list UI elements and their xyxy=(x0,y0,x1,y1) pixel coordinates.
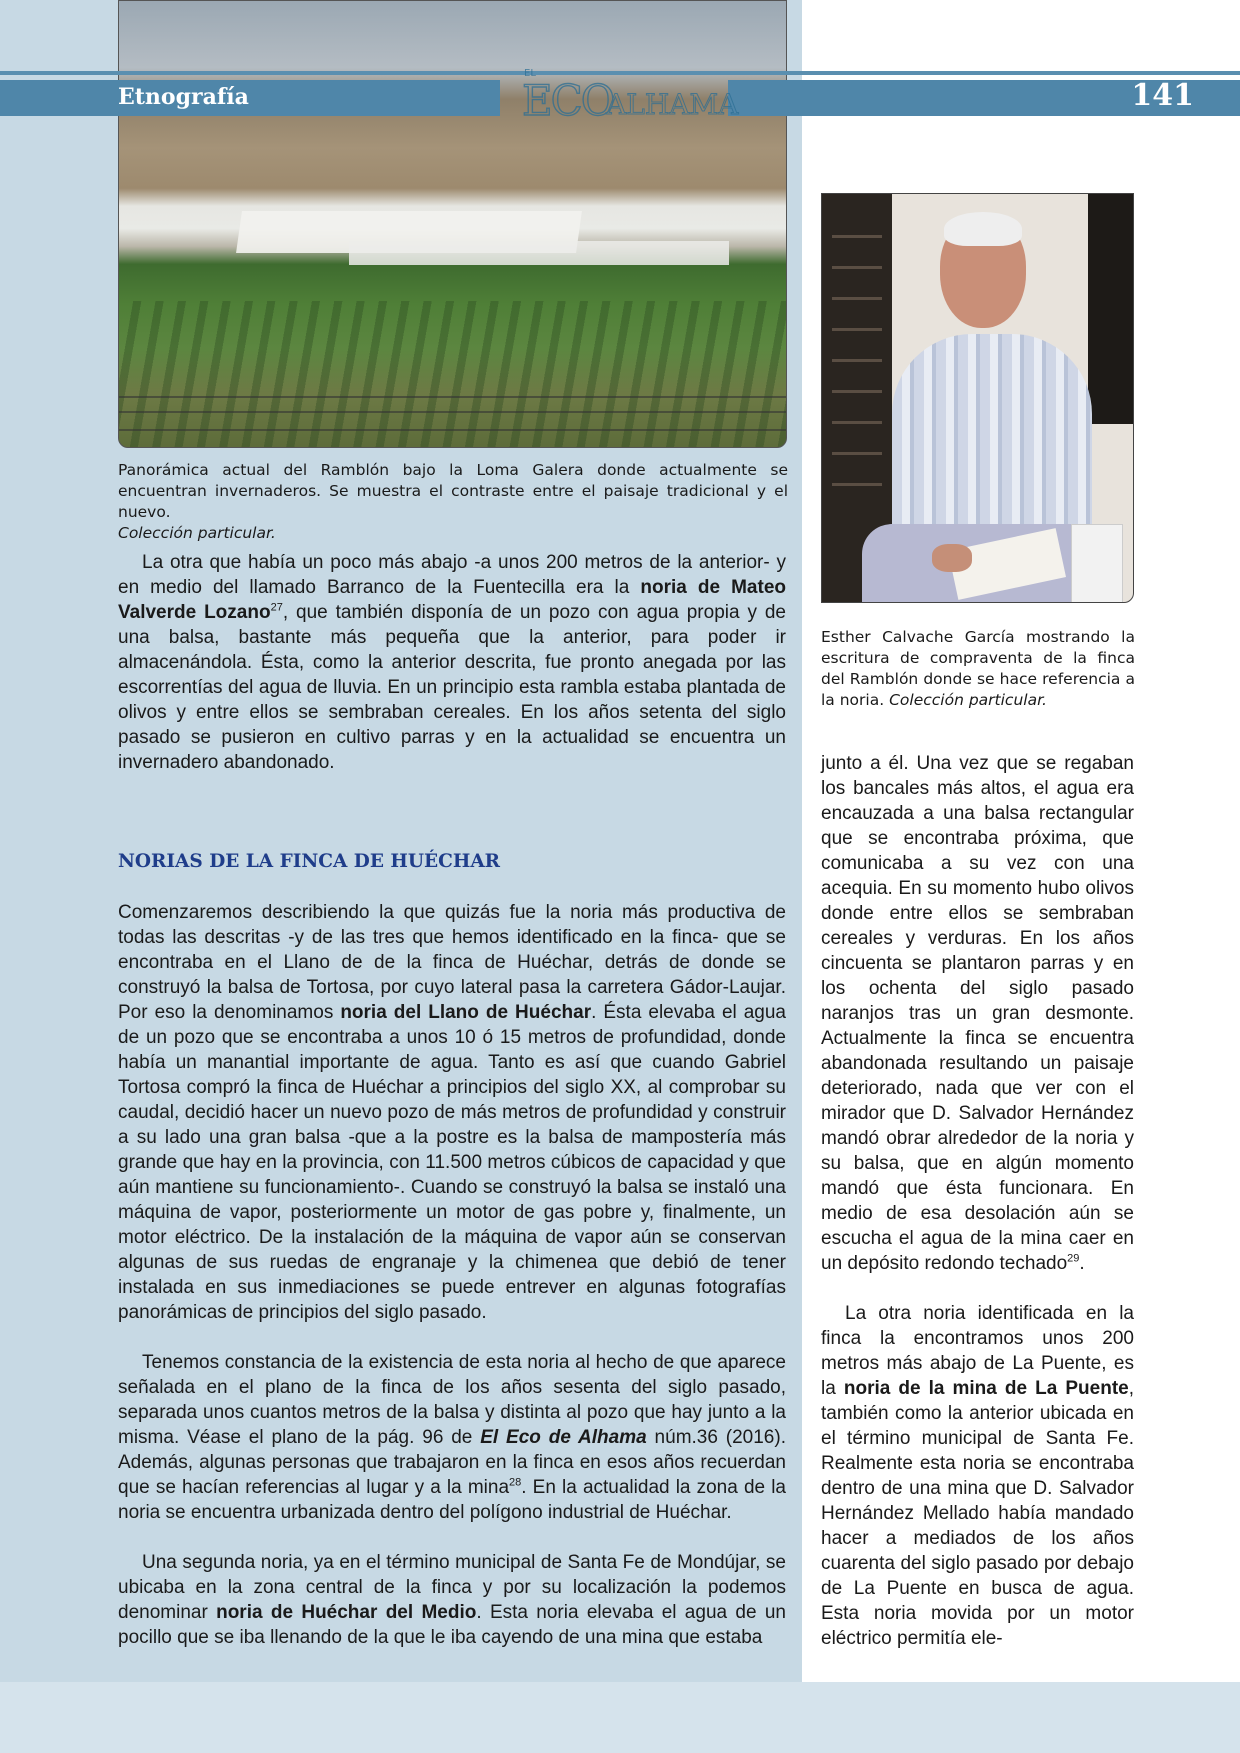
bold-term: noria de Mateo Valverde Lozano xyxy=(118,577,787,623)
text-run: Comenzaremos describiendo la que quizás fue la noria más productiva de todas las descritas -y de las tres que hemos identificado en la finca- que se encontraba en el Llano de de la finca de Huéchar, detrás de donde se construyó la balsa de Tortosa, por cuyo lateral pasa la carretera Gádor-Laujar. Por eso la denominamos xyxy=(118,902,786,1023)
photo-wire xyxy=(119,411,786,413)
text-run: , también como la anterior ubicada en el término municipal de Santa Fe. Realmente esta noria se encontraba dentro de una mina que D. Salvador Hernández Mellado había mandado hacer a mediados de los años cuarenta del siglo pasado por debajo de La Puente en busca de agua. Esta noria movida por un motor eléctrico permitía ele- xyxy=(821,1378,1134,1649)
header-band-left xyxy=(0,80,500,116)
footnote-ref: 29 xyxy=(1067,1252,1080,1265)
page-number: 141 xyxy=(1131,78,1194,113)
bold-term: noria de Huéchar del Medio xyxy=(216,1602,477,1623)
section-heading: NORIAS DE LA FINCA DE HUÉCHAR xyxy=(118,851,501,872)
caption-credit: Colección particular. xyxy=(889,691,1047,709)
caption-text: Esther Calvache García mostrando la escritura de compraventa de la finca del Ramblón donde se hace referencia a la noria. xyxy=(821,628,1135,709)
text-run: . Ésta elevaba el agua de un pozo que se encontraba a unos 10 ó 15 metros de profundidad, donde había un manantial importante de agua. Tanto es así que cuando Gabriel Tortosa compró la finca de Huéchar a principios del siglo XX, al comprobar su caudal, decidió hacer un nuevo pozo de más metros de profundidad y construir a su lado una gran balsa -que a la postre es la balsa de mampostería más grande que hay en la provincia, con 11.500 metros cúbicos de capacidad y que aún mantiene su funcionamiento-. Cuando se construyó la balsa se instaló una máquina de vapor, posteriormente un motor de gas pobre y, finalmente, un motor eléctrico. De la instalación de la máquina de vapor aún se conservan algunas de sus ruedas de engranaje y la chimenea que debió de tener instalada en sus inmediaciones se puede entrever en algunas fotografías panorámicas de principios del siglo pasado. xyxy=(118,1002,786,1323)
caption-text: Panorámica actual del Ramblón bajo la Loma Galera donde actualmente se encuentran invernaderos. Se muestra el contraste entre el paisaje tradicional y el nuevo. xyxy=(118,461,788,521)
article-body-right xyxy=(821,751,1134,1676)
text-run: , que también disponía de un pozo con agua propia y de una balsa, bastante más pequeña que la anterior, para poder ir almacenándola. Ésta, como la anterior descrita, fue pronto anegada por las escorrentías del agua de lluvia. En un principio esta rambla estaba plantada de olivos y entre ellos se sembraban cereales. En los años setenta del siglo pasado se pusieron en cultivo parras y en la actualidad se encuentra un invernadero abandonado. xyxy=(118,602,786,773)
text-run: . Esta noria elevaba el agua de un pocillo que se iba llenando de la que le iba cayendo de una mina que estaba xyxy=(118,1602,786,1648)
footer-band xyxy=(0,1682,1240,1753)
photo-orchard-rows xyxy=(119,301,786,448)
photo-greenhouse-shape xyxy=(349,241,729,265)
photo-caption-right xyxy=(821,627,1135,711)
footnote-ref: 28 xyxy=(509,1476,522,1489)
text-run: Una segunda noria, ya en el término municipal de Santa Fe de Mondújar, se ubicaba en la zona central de la finca y por su localización la podemos denominar xyxy=(118,1552,786,1623)
bold-term: noria del Llano de Huéchar xyxy=(340,1002,592,1023)
article-paragraph-6 xyxy=(821,1301,1134,1651)
publication-title: El Eco de Alhama xyxy=(480,1427,647,1448)
photo-chair-shape xyxy=(1071,524,1123,603)
text-run: La otra noria identificada en la finca la encontramos unos 200 metros más abajo de La Puente, es la xyxy=(821,1303,1134,1399)
text-run: . xyxy=(1079,1253,1085,1274)
photo-caption-top xyxy=(118,460,788,544)
article-paragraph-2 xyxy=(118,900,786,1325)
footnote-ref: 27 xyxy=(270,601,283,614)
article-paragraph-1 xyxy=(118,550,786,800)
section-label: Etnografía xyxy=(118,84,249,110)
photo-wire xyxy=(119,396,786,398)
text-run: . En la actualidad la zona de la noria se encuentra urbanizada dentro del polígono industrial de Huéchar. xyxy=(118,1477,786,1523)
text-run: núm.36 (2016). Además, algunas personas que trabajaron en la finca en esos años recuerdan que se hacían referencias al lugar y a la mina xyxy=(118,1427,786,1498)
photo-window-shape xyxy=(1088,194,1133,424)
text-run: La otra que había un poco más abajo -a unos 200 metros de la anterior- y en medio del llamado Barranco de la Fuentecilla era la xyxy=(118,552,786,598)
bold-term: noria de la mina de La Puente xyxy=(843,1378,1129,1399)
photo-wire xyxy=(119,429,786,431)
photo-hair-shape xyxy=(944,212,1022,246)
eco-de-alhama-logo xyxy=(520,66,739,125)
photo-hand-shape xyxy=(932,544,972,572)
logo-eco-text: ECO xyxy=(522,76,614,125)
logo-small-text: EL xyxy=(524,68,536,79)
article-paragraph-5 xyxy=(821,751,1134,1276)
article-paragraph-3 xyxy=(118,1350,786,1525)
text-run: junto a él. Una vez que se regaban los bancales más altos, el agua era encauzada a una balsa rectangular que se encontraba próxima, que comunicaba a su vez con una acequia. En su momento hubo olivos donde entre ellos se sembraban cereales y verduras. En los años cincuenta se plantaron parras y en los ochenta del siglo pasado naranjos tras un gran desmonte. Actualmente la finca se encuentra abandonada resultando un paisaje deteriorado, nada que ver con el mirador que D. Salvador Hernández mandó obrar alrededor de la noria y su balsa, que en algún momento mandó que ésta funcionara. En medio de esa desolación aún se escucha el agua de la mina caer en un depósito redondo techado xyxy=(821,753,1134,1274)
article-paragraph-4 xyxy=(118,1550,786,1650)
article-body-left xyxy=(118,900,786,1675)
caption-credit: Colección particular. xyxy=(118,524,276,542)
logo-alhama-text: ALHAMA xyxy=(606,88,739,121)
photo-esther-calvache xyxy=(821,193,1134,603)
photo-door-bars xyxy=(832,214,882,514)
text-run: Tenemos constancia de la existencia de esta noria al hecho de que aparece señalada en el plano de la finca de los años sesenta del siglo pasado, separada unos cuantos metros de la balsa y distinta al pozo que hay junto a la misma. Véase el plano de la pág. 96 de xyxy=(118,1352,786,1448)
